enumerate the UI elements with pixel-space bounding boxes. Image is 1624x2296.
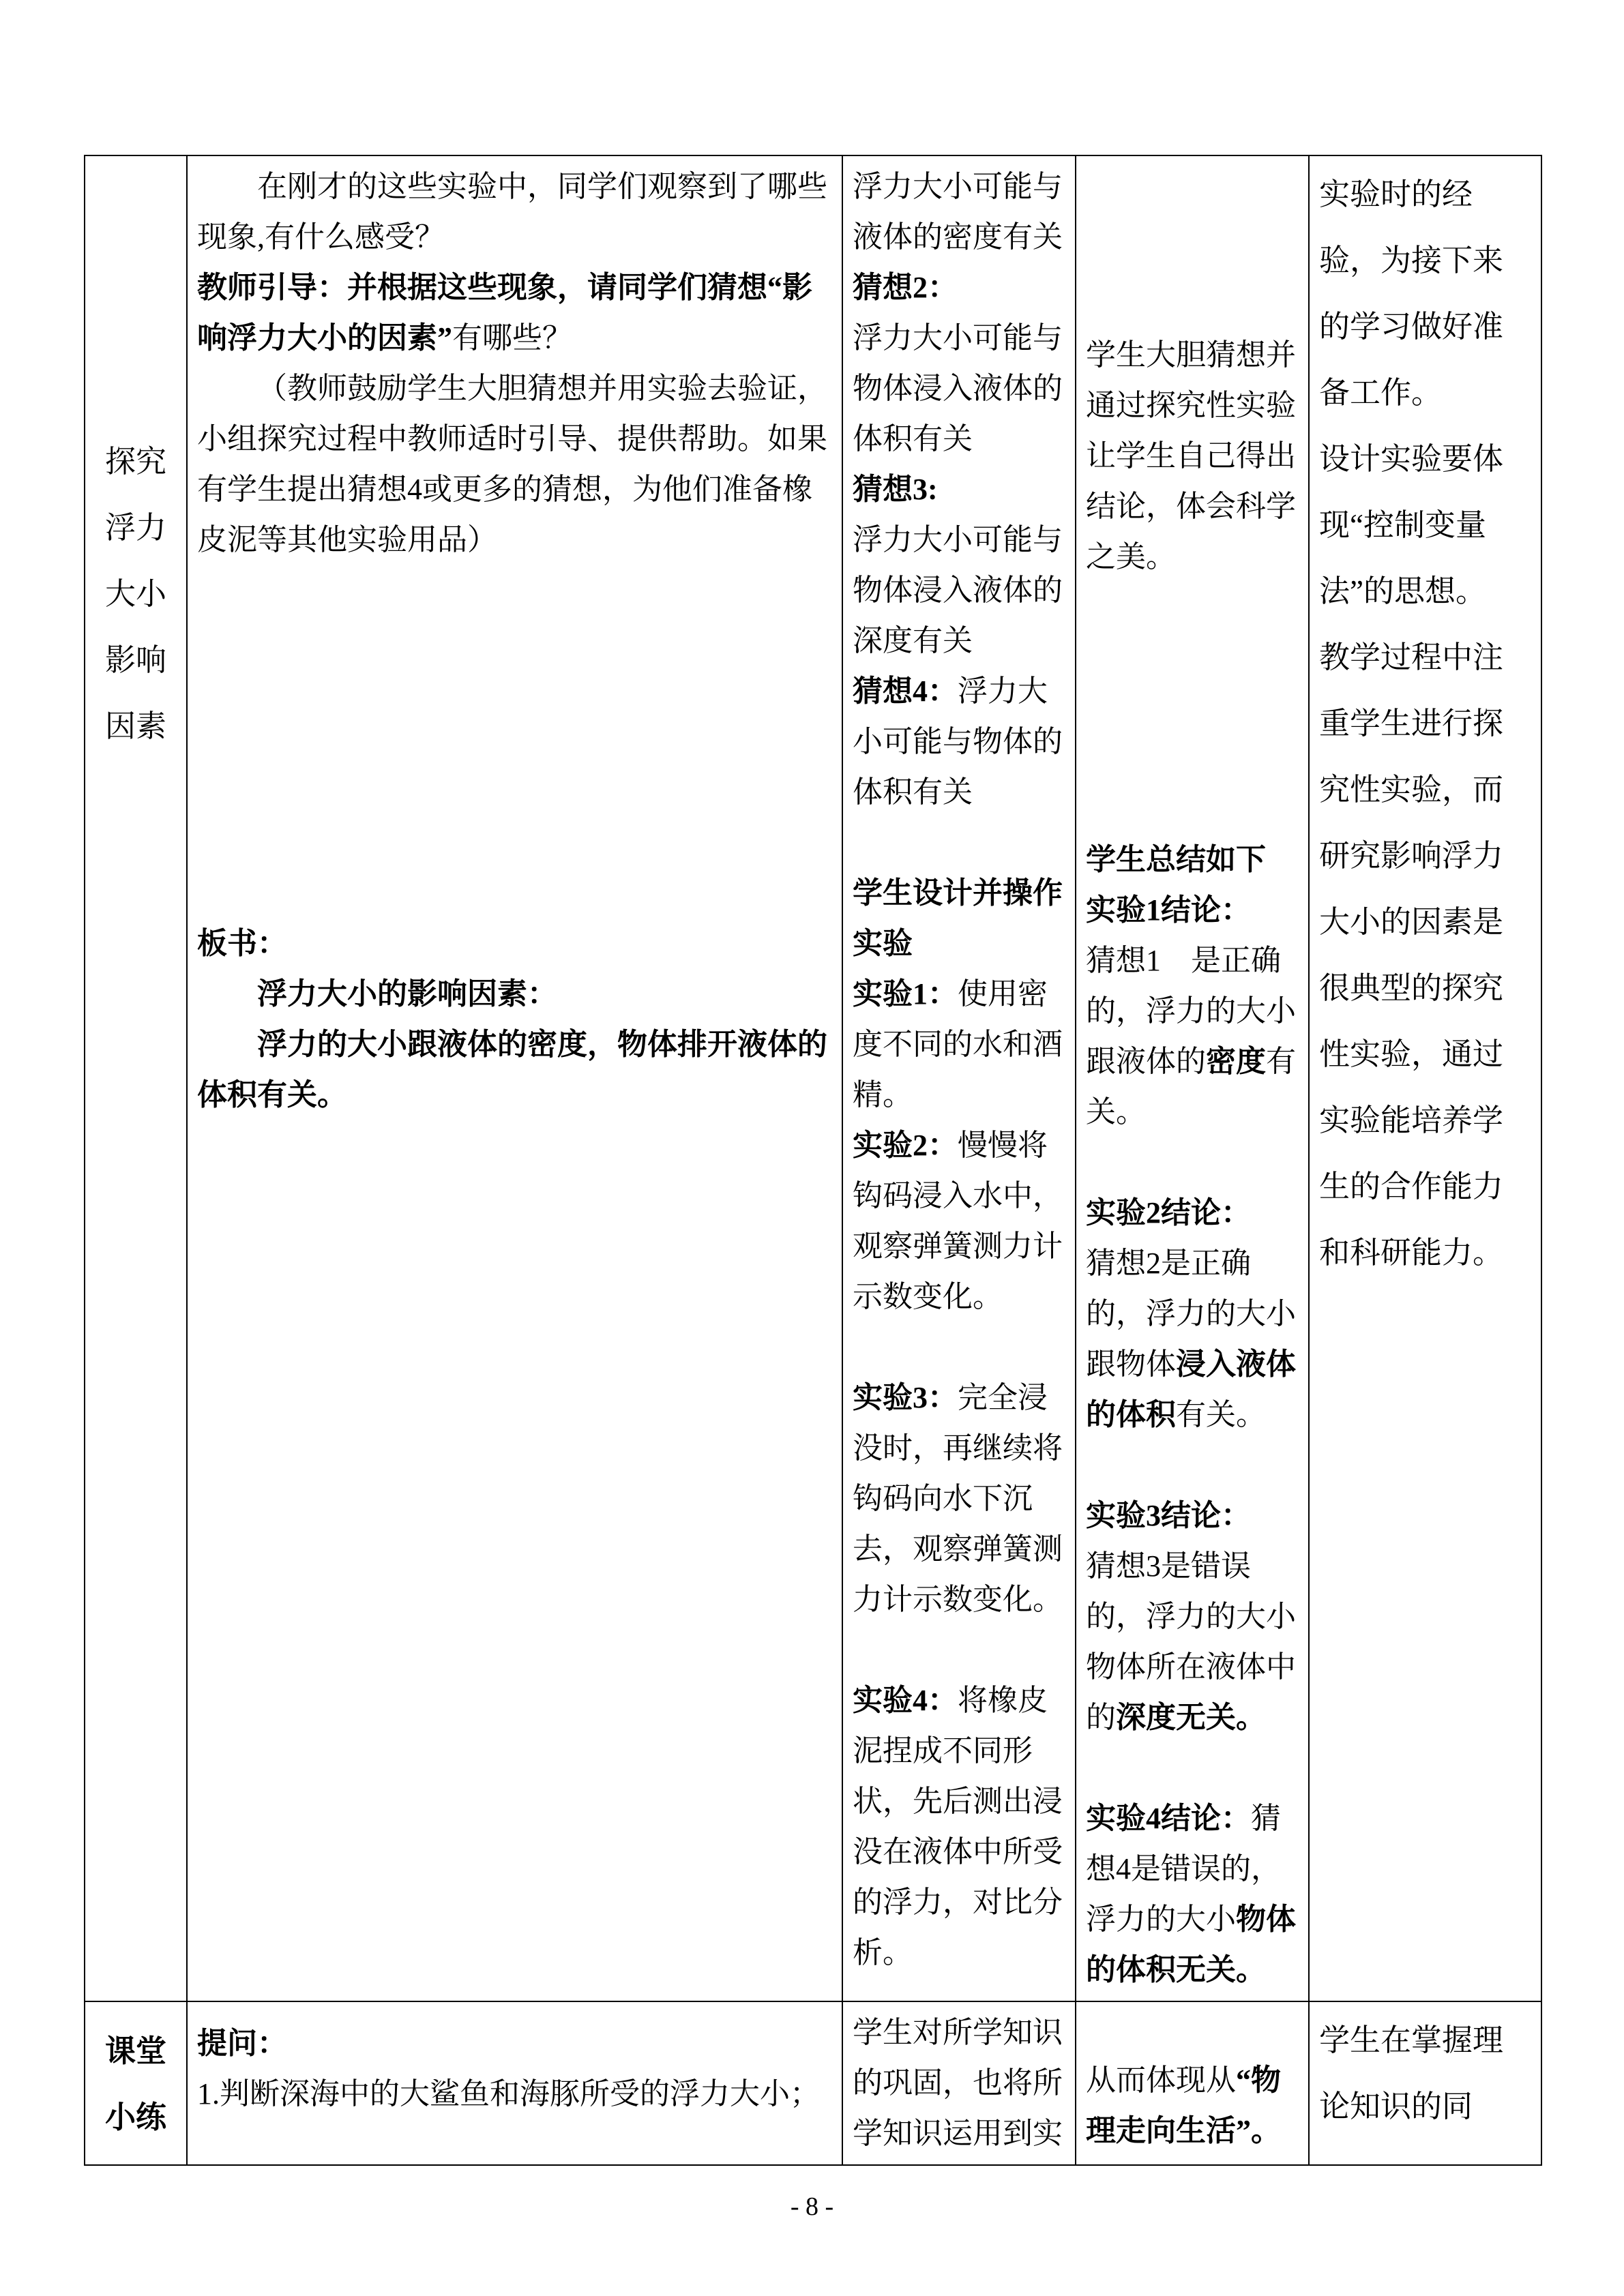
- paragraph: [1319, 2008, 1531, 2140]
- paragraph: [1086, 936, 1299, 1137]
- text-run: 探究: [104, 445, 166, 479]
- bold-text-run: 提问：: [197, 2027, 287, 2060]
- blank-line: [1086, 582, 1299, 633]
- text-run: 有关。: [1086, 1045, 1296, 1129]
- bold-text-run: 教师引导：: [197, 271, 347, 304]
- cell-practice-design-intent: [1309, 2001, 1541, 2165]
- bold-text-run: 浮力大小的影响因素：: [257, 977, 557, 1011]
- bold-text-run: 小练: [104, 2100, 166, 2134]
- paragraph: [853, 666, 1065, 818]
- paragraph: [1086, 330, 1299, 582]
- paragraph: [1086, 835, 1299, 885]
- bold-text-run: 物体的体积无关。: [1086, 1903, 1296, 1986]
- text-run: 完全浸没时，再继续将钩码向水下沉去，观察弹簧测力计示数变化。: [853, 1381, 1063, 1616]
- bold-text-run: 课堂: [104, 2034, 166, 2068]
- paragraph: [95, 694, 177, 760]
- blank-line: [1086, 633, 1299, 683]
- paragraph: [197, 2018, 832, 2069]
- bold-text-run: 浮力的大小跟液体的密度，物体排开液体的体积有关。: [197, 1028, 827, 1112]
- paragraph: [95, 561, 177, 627]
- text-run: 浮力大小可能与物体的体积有关: [853, 674, 1063, 809]
- bold-text-run: 实验2：: [853, 1129, 958, 1162]
- paragraph: [1319, 426, 1531, 625]
- paragraph: [95, 627, 177, 694]
- blank-line: [197, 565, 832, 616]
- blank-line: [197, 616, 832, 666]
- text-run: 影响: [104, 643, 166, 677]
- paragraph: [95, 495, 177, 561]
- blank-line: [853, 1625, 1065, 1675]
- text-run: （教师鼓励学生大胆猜想并用实验去验证，小组探究过程中教师适时引导、提供帮助。如果有学生提出猜想4或更多的猜想，为他们准备橡皮泥等其他实验用品）: [197, 372, 827, 556]
- paragraph: [853, 313, 1065, 464]
- cell-practice-purpose: [1076, 2001, 1309, 2165]
- bold-text-run: 实验3：: [853, 1381, 958, 1414]
- bold-text-run: 猜想2：: [853, 271, 958, 304]
- blank-line: [1086, 1743, 1299, 1793]
- blank-line: [1086, 1440, 1299, 1491]
- text-run: 学生在掌握理论知识的同: [1319, 2023, 1504, 2123]
- bold-text-run: 猜想4：: [853, 674, 958, 708]
- paragraph: [197, 919, 832, 969]
- cell-student-conclusions: [1076, 155, 1309, 2001]
- blank-line: [853, 1322, 1065, 1373]
- paragraph: [1086, 1238, 1299, 1440]
- text-run: 将橡皮泥捏成不同形状，先后测出浸没在液体中所受的浮力，对比分析。: [853, 1684, 1063, 1969]
- text-run: 教学过程中注重学生进行探究性实验，而研究影响浮力大小的因素是很典型的探究性实验，通过实验能培养学生的合作能力和科研能力。: [1319, 640, 1504, 1270]
- text-run: 猜想3是错误的，浮力的大小物体所在液体中的: [1086, 1549, 1296, 1734]
- blank-line: [1086, 683, 1299, 734]
- paragraph: [853, 969, 1065, 1120]
- text-run: 设计实验要体现“控制变量法”的思想。: [1319, 442, 1504, 608]
- text-run: 有哪些？: [452, 321, 572, 355]
- text-run: 浮力大小可能与物体浸入液体的体积有关: [853, 321, 1063, 456]
- text-run: 浮力大小可能与液体的密度有关: [853, 170, 1063, 254]
- paragraph: [95, 2085, 177, 2151]
- text-run: 使用密度不同的水和酒精。: [853, 977, 1063, 1112]
- cell-teacher-guidance: [187, 155, 842, 2001]
- paragraph: [1086, 1793, 1299, 1995]
- paragraph: [853, 1675, 1065, 1978]
- paragraph: [1086, 1188, 1299, 1238]
- bold-text-run: 深度无关。: [1116, 1701, 1266, 1734]
- paragraph: [1086, 1491, 1299, 1541]
- cell-practice-questions: [187, 2001, 842, 2165]
- text-run: 学生对所学知识的巩固，也将所学知识运用到实: [853, 2016, 1063, 2150]
- cell-classroom-practice-label: [85, 2001, 187, 2165]
- blank-line: [1086, 1137, 1299, 1188]
- paragraph: [853, 1373, 1065, 1625]
- paragraph: [853, 515, 1065, 666]
- paragraph: [197, 162, 832, 263]
- paragraph: [853, 1120, 1065, 1322]
- bold-text-run: 并根据这些现象，请同学们猜想: [347, 271, 767, 304]
- bold-text-run: 学生设计并操作实验: [853, 876, 1063, 960]
- paragraph: [853, 263, 1065, 313]
- paragraph: [853, 868, 1065, 969]
- bold-text-run: 实验1结论：: [1086, 893, 1251, 927]
- text-run: 1.判断深海中的大鲨鱼和海豚所受的浮力大小；: [197, 2077, 820, 2111]
- bold-text-run: 板书：: [197, 927, 287, 960]
- bold-text-run: 猜想3:: [853, 473, 938, 506]
- blank-line: [197, 717, 832, 767]
- bold-text-run: 实验2结论：: [1086, 1196, 1251, 1229]
- paragraph: [197, 969, 832, 1019]
- text-run: 从而体现从: [1086, 2063, 1236, 2097]
- cell-student-guesses-and-experiments: [842, 155, 1076, 2001]
- bold-text-run: “影响浮力大小的因素”: [197, 271, 812, 355]
- paragraph: [853, 464, 1065, 515]
- text-run: 学生大胆猜想并通过探究性实验让学生自己得出结论，体会科学之美。: [1086, 338, 1296, 573]
- blank-line: [1086, 784, 1299, 835]
- text-run: 猜想2是正确的，浮力的大小跟物体: [1086, 1247, 1296, 1381]
- bold-text-run: 学生总结如下: [1086, 843, 1266, 876]
- paragraph: [853, 162, 1065, 263]
- paragraph: [197, 363, 832, 565]
- paragraph: [1086, 1541, 1299, 1743]
- paragraph: [197, 263, 832, 363]
- paragraph: [197, 2069, 832, 2119]
- paragraph: [853, 2008, 1065, 2159]
- text-run: 慢慢将钩码浸入水中，观察弹簧测力计示数变化。: [853, 1129, 1063, 1313]
- paragraph: [1319, 625, 1531, 1286]
- table-row: [85, 155, 1541, 2001]
- blank-line: [197, 868, 832, 919]
- blank-line: [1086, 734, 1299, 784]
- blank-line: [197, 767, 832, 818]
- bold-text-run: 实验4结论：: [1086, 1802, 1251, 1835]
- bold-text-run: 实验4：: [853, 1684, 958, 1717]
- text-run: 有关。: [1176, 1398, 1266, 1431]
- blank-line: [197, 818, 832, 868]
- blank-line: [197, 666, 832, 717]
- bold-text-run: 实验1：: [853, 977, 958, 1011]
- text-run: 实验时的经验，为接下来的学习做好准备工作。: [1319, 177, 1504, 410]
- paragraph: [1086, 885, 1299, 936]
- paragraph: [95, 429, 177, 495]
- text-run: 猜想4是错误的，浮力的大小: [1086, 1802, 1281, 1936]
- bold-text-run: “物理走向生活”。: [1086, 2063, 1281, 2147]
- text-run: 猜想1 是正确的，浮力的大小跟液体的: [1086, 944, 1296, 1078]
- cell-inquiry-section-label: [85, 155, 187, 2001]
- paragraph: [1319, 162, 1531, 426]
- cell-practice-student-activity: [842, 2001, 1076, 2165]
- text-run: 因素: [104, 709, 166, 743]
- lesson-plan-table: [84, 155, 1542, 2166]
- bold-text-run: 浸入液体的体积: [1086, 1347, 1296, 1431]
- cell-design-intent: [1309, 155, 1541, 2001]
- text-run: 大小: [104, 577, 166, 611]
- paragraph: [95, 2018, 177, 2085]
- bold-text-run: 实验3结论：: [1086, 1499, 1251, 1532]
- blank-line: [853, 818, 1065, 868]
- text-run: 在刚才的这些实验中，同学们观察到了哪些现象,有什么感受？: [197, 170, 827, 254]
- table-row: [85, 2001, 1541, 2165]
- text-run: 浮力: [104, 511, 166, 545]
- text-run: 浮力大小可能与物体浸入液体的深度有关: [853, 523, 1063, 657]
- bold-text-run: 密度: [1206, 1045, 1266, 1078]
- page-number: - 8 -: [790, 2192, 834, 2221]
- paragraph: [197, 1019, 832, 1120]
- paragraph: [1086, 2055, 1299, 2156]
